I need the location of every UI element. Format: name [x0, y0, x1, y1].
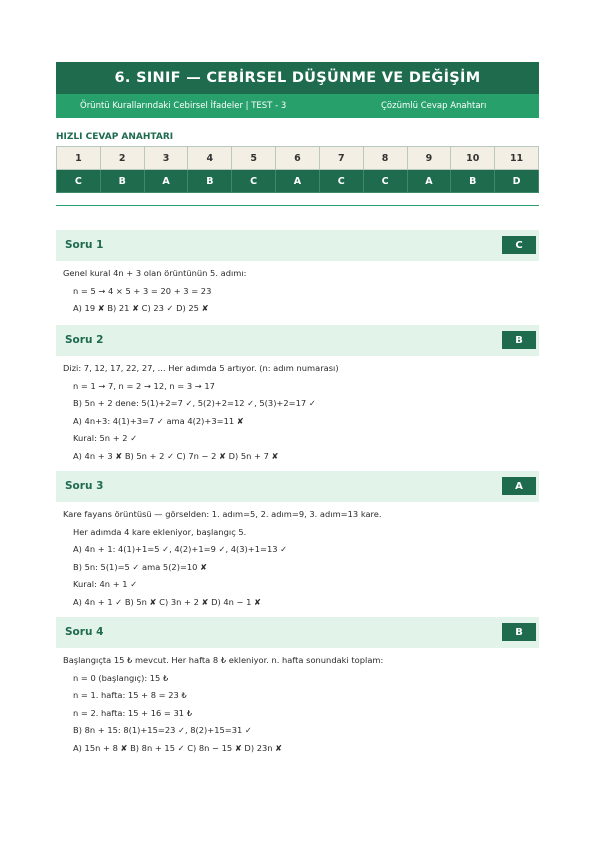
question-text: Genel kural 4n + 3 olan örüntünün 5. adımı:	[63, 268, 247, 278]
answer-key-number: 3	[144, 147, 188, 170]
question-title: Soru 4	[65, 626, 104, 638]
solution-step: n = 1 → 7, n = 2 → 12, n = 3 → 17	[73, 380, 215, 391]
question-header	[56, 471, 539, 502]
question-2	[56, 325, 539, 465]
quick-answer-key-heading: HIZLI CEVAP ANAHTARI	[56, 132, 174, 142]
answer-key-answers-row	[57, 170, 539, 193]
question-text: Başlangıçta 15 ₺ mevcut. Her hafta 8 ₺ ekleniyor. n. hafta sonundaki toplam:	[63, 655, 384, 665]
subtitle-bar	[56, 94, 539, 118]
answer-key-number: 2	[100, 147, 144, 170]
solution-options: A) 4n + 1 ✓ B) 5n ✘ C) 3n + 2 ✘ D) 4n − 1 ✘	[73, 596, 261, 607]
answer-key-number: 10	[451, 147, 495, 170]
question-title: Soru 3	[65, 480, 104, 492]
answer-key-numbers-row	[57, 147, 539, 170]
question-answer-badge: B	[502, 623, 536, 641]
question-answer-badge: C	[502, 236, 536, 254]
question-text: Kare fayans örüntüsü — görselden: 1. adım=5, 2. adım=9, 3. adım=13 kare.	[63, 509, 382, 519]
question-3	[56, 471, 539, 611]
document-page	[56, 62, 539, 753]
question-header	[56, 230, 539, 261]
question-4	[56, 617, 539, 757]
answer-key-number: 5	[232, 147, 276, 170]
answer-key-number: 11	[495, 147, 539, 170]
page-title: 6. SINIF — CEBİRSEL DÜŞÜNME VE DEĞİŞİM	[114, 70, 481, 86]
solution-options: A) 19 ✘ B) 21 ✘ C) 23 ✓ D) 25 ✘	[73, 303, 209, 313]
solution-step: n = 1. hafta: 15 + 8 = 23 ₺	[73, 690, 187, 700]
question-text: Dizi: 7, 12, 17, 22, 27, ... Her adımda 5 artıyor. (n: adım numarası)	[63, 363, 339, 373]
answer-key-table	[56, 146, 539, 193]
answer-key-answer: A	[144, 170, 188, 193]
question-answer-badge: A	[502, 477, 536, 495]
divider	[56, 205, 539, 206]
solution-step: Kural: 4n + 1 ✓	[73, 579, 138, 589]
answer-key-answer: B	[100, 170, 144, 193]
answer-key-answer: D	[495, 170, 539, 193]
answer-key-answer: C	[319, 170, 363, 193]
question-title: Soru 1	[65, 239, 104, 251]
solution-options: A) 4n + 3 ✘ B) 5n + 2 ✓ C) 7n − 2 ✘ D) 5n + 7 ✘	[73, 450, 279, 461]
question-header	[56, 325, 539, 356]
question-header	[56, 617, 539, 648]
answer-key-answer: B	[451, 170, 495, 193]
solution-step: A) 4n + 1: 4(1)+1=5 ✓, 4(2)+1=9 ✓, 4(3)+1=13 ✓	[73, 544, 288, 554]
solution-step: Kural: 5n + 2 ✓	[73, 433, 138, 443]
answer-key-number: 6	[276, 147, 320, 170]
solution-step: n = 2. hafta: 15 + 16 = 31 ₺	[73, 707, 192, 718]
answer-key-number: 9	[407, 147, 451, 170]
solution-options: A) 15n + 8 ✘ B) 8n + 15 ✓ C) 8n − 15 ✘ D) 23n ✘	[73, 742, 283, 753]
answer-key-number: 8	[363, 147, 407, 170]
answer-key-label: Çözümlü Cevap Anahtarı	[381, 101, 487, 111]
solution-step: B) 5n + 2 dene: 5(1)+2=7 ✓, 5(2)+2=12 ✓, 5(3)+2=17 ✓	[73, 398, 316, 408]
question-title: Soru 2	[65, 334, 104, 346]
solution-step: B) 8n + 15: 8(1)+15=23 ✓, 8(2)+15=31 ✓	[73, 725, 252, 735]
answer-key-number: 7	[319, 147, 363, 170]
question-1	[56, 230, 539, 318]
answer-key-answer: A	[407, 170, 451, 193]
solution-step: A) 4n+3: 4(1)+3=7 ✓ ama 4(2)+3=11 ✘	[73, 415, 244, 426]
solution-step: B) 5n: 5(1)=5 ✓ ama 5(2)=10 ✘	[73, 561, 208, 572]
answer-key-answer: C	[57, 170, 101, 193]
solution-step: n = 5 → 4 × 5 + 3 = 20 + 3 = 23	[73, 285, 212, 296]
answer-key-answer: C	[363, 170, 407, 193]
title-banner	[56, 62, 539, 94]
solution-step: Her adımda 4 kare ekleniyor, başlangıç 5.	[73, 526, 247, 537]
answer-key-answer: C	[232, 170, 276, 193]
solution-step: n = 0 (başlangıç): 15 ₺	[73, 672, 169, 683]
answer-key-number: 1	[57, 147, 101, 170]
test-subtitle: Örüntü Kurallarındaki Cebirsel İfadeler | TEST - 3	[80, 101, 287, 111]
question-answer-badge: B	[502, 331, 536, 349]
answer-key-answer: B	[188, 170, 232, 193]
answer-key-number: 4	[188, 147, 232, 170]
answer-key-answer: A	[276, 170, 320, 193]
